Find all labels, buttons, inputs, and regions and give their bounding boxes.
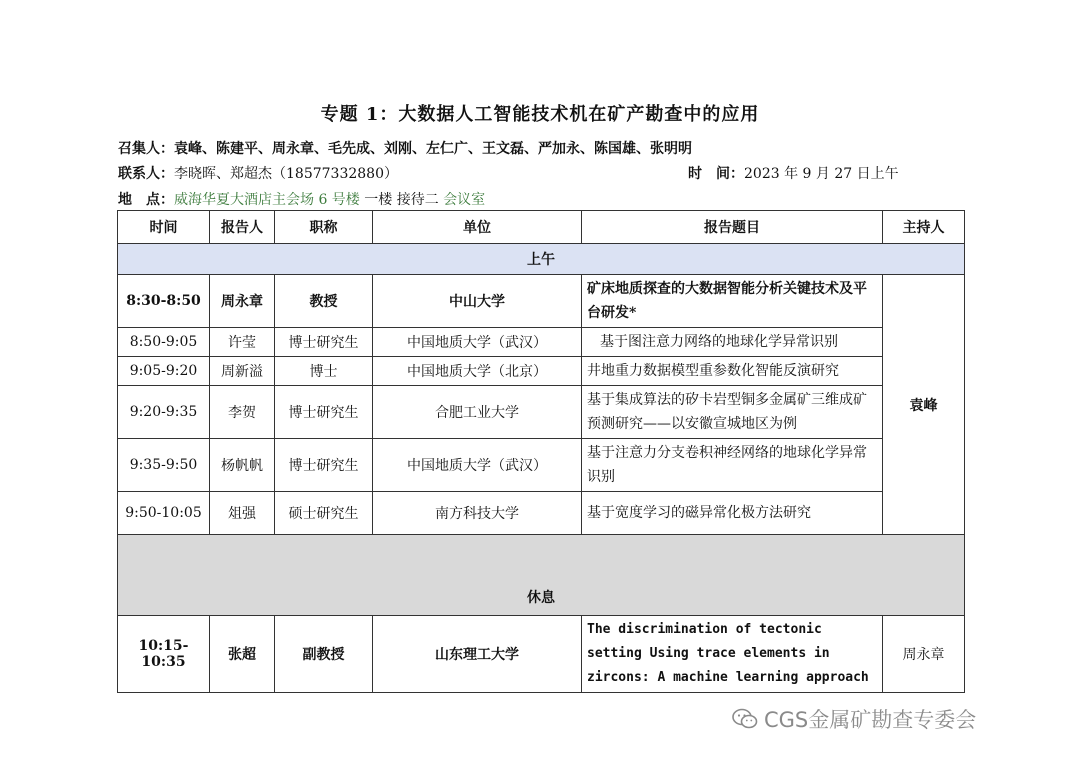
cell-topic: 矿床地质探查的大数据智能分析关键技术及平台研发* <box>582 275 883 328</box>
time-label: 时 间： <box>688 166 744 182</box>
cell-title: 博士 <box>275 357 373 386</box>
cell-title: 副教授 <box>275 616 373 693</box>
contact-label: 联系人： <box>118 166 174 182</box>
table-row <box>118 328 965 357</box>
cell-time: 9:35-9:50 <box>118 439 210 492</box>
place-line <box>118 189 485 209</box>
cell-speaker: 周新溢 <box>210 357 275 386</box>
section-morning: 上午 <box>118 244 965 275</box>
cell-topic: 井地重力数据模型重参数化智能反演研究 <box>582 357 883 386</box>
table-row <box>118 616 965 693</box>
cell-unit: 山东理工大学 <box>373 616 582 693</box>
wechat-icon <box>732 708 758 730</box>
header-host: 主持人 <box>883 211 965 244</box>
cell-speaker: 张超 <box>210 616 275 693</box>
cell-topic: 基于集成算法的矽卡岩型铜多金属矿三维成矿预测研究——以安徽宣城地区为例 <box>582 386 883 439</box>
cell-title: 教授 <box>275 275 373 328</box>
schedule-table <box>117 210 965 693</box>
contact-line <box>118 163 398 183</box>
cell-time: 9:50-10:05 <box>118 492 210 535</box>
place-venue-link[interactable]: 威海华夏大酒店主会场 6 号楼 <box>174 192 360 208</box>
table-row <box>118 492 965 535</box>
place-label: 地 点： <box>118 192 174 208</box>
cell-unit: 中国地质大学（武汉） <box>373 439 582 492</box>
table-row <box>118 275 965 328</box>
table-row <box>118 357 965 386</box>
cell-unit: 南方科技大学 <box>373 492 582 535</box>
header-time: 时间 <box>118 211 210 244</box>
cell-speaker: 杨帆帆 <box>210 439 275 492</box>
cell-title: 硕士研究生 <box>275 492 373 535</box>
cell-unit: 合肥工业大学 <box>373 386 582 439</box>
place-room-link[interactable]: 会议室 <box>443 192 486 208</box>
cell-speaker: 李贺 <box>210 386 275 439</box>
header-unit: 单位 <box>373 211 582 244</box>
place-floor: 一楼 接待二 <box>359 192 444 208</box>
break-row <box>118 535 965 616</box>
cell-topic: 基于图注意力网络的地球化学异常识别 <box>582 328 883 357</box>
cell-unit: 中国地质大学（武汉） <box>373 328 582 357</box>
cell-title: 博士研究生 <box>275 439 373 492</box>
cell-speaker: 周永章 <box>210 275 275 328</box>
cell-time: 8:50-9:05 <box>118 328 210 357</box>
header-topic: 报告题目 <box>582 211 883 244</box>
cell-title: 博士研究生 <box>275 386 373 439</box>
page-title: 专题 1：大数据人工智能技术机在矿产勘查中的应用 <box>320 104 760 125</box>
header-title: 职称 <box>275 211 373 244</box>
cell-topic: 基于宽度学习的磁异常化极方法研究 <box>582 492 883 535</box>
break-label: 休息 <box>118 535 965 616</box>
cell-topic: 基于注意力分支卷积神经网络的地球化学异常识别 <box>582 439 883 492</box>
cell-topic: The discrimination of tectonic setting Using trace elements in zircons: A machine learning approach <box>582 616 883 693</box>
cell-speaker: 俎强 <box>210 492 275 535</box>
header-speaker: 报告人 <box>210 211 275 244</box>
cell-time: 10:15-10:35 <box>118 616 210 693</box>
cell-title: 博士研究生 <box>275 328 373 357</box>
cell-time: 9:20-9:35 <box>118 386 210 439</box>
table-row <box>118 439 965 492</box>
conveners-label: 召集人： <box>118 141 174 157</box>
cell-time: 9:05-9:20 <box>118 357 210 386</box>
time-value: 2023 年 9 月 27 日上午 <box>744 166 899 182</box>
cell-unit: 中山大学 <box>373 275 582 328</box>
cell-host-morning: 袁峰 <box>883 275 965 535</box>
conveners-value: 袁峰、陈建平、周永章、毛先成、刘刚、左仁广、王文磊、严加永、陈国雄、张明明 <box>174 141 692 157</box>
cell-speaker: 许莹 <box>210 328 275 357</box>
cell-unit: 中国地质大学（北京） <box>373 357 582 386</box>
time-line <box>688 163 899 183</box>
table-header-row <box>118 211 965 244</box>
cell-host: 周永章 <box>883 616 965 693</box>
cell-time: 8:30-8:50 <box>118 275 210 328</box>
conveners-line <box>118 138 692 158</box>
watermark <box>732 704 976 734</box>
contact-value: 李晓晖、郑超杰（18577332880） <box>174 166 398 182</box>
section-row-morning <box>118 244 965 275</box>
watermark-text: CGS金属矿勘查专委会 <box>764 708 977 732</box>
table-row <box>118 386 965 439</box>
